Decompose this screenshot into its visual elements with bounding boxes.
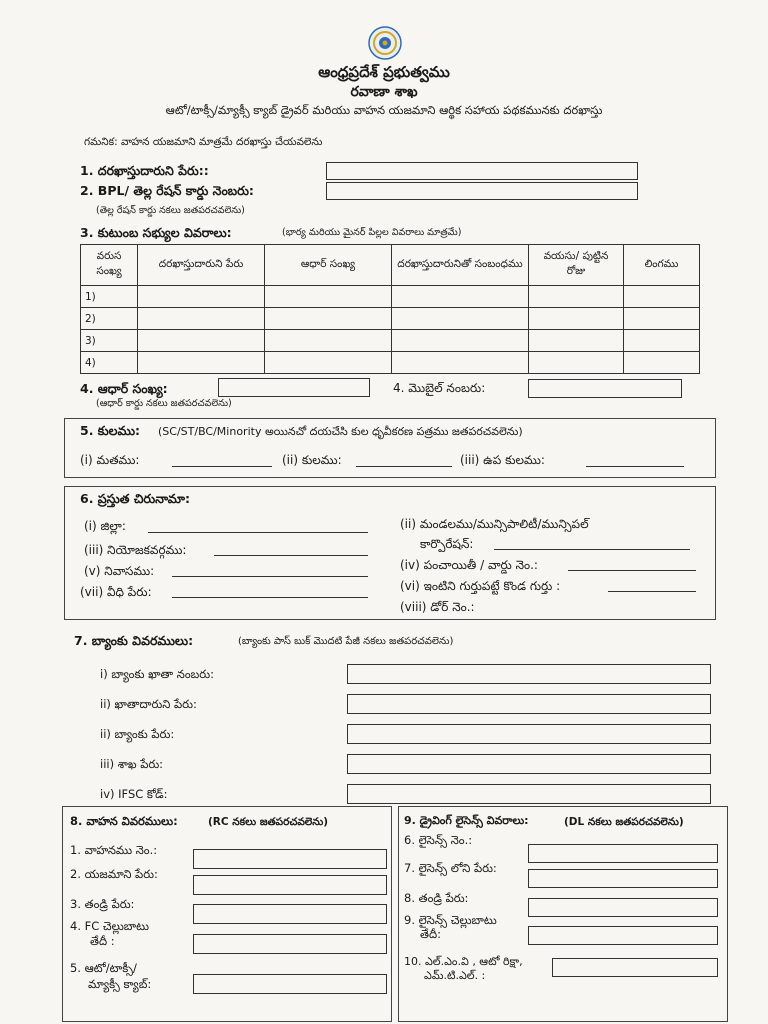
table-cell[interactable] (624, 330, 700, 352)
aadhaar-label: 4. ఆధార్ సంఖ్య: (80, 381, 168, 396)
col-age: వయసు/ పుట్టిన రోజు (529, 245, 624, 286)
license-validity-label: 9. లైసెన్స్ చెల్లుబాటు (404, 913, 497, 927)
table-cell[interactable] (624, 286, 700, 308)
ifsc-label: iv) IFSC కోడ్: (100, 787, 168, 801)
row-number: 1) (81, 286, 138, 308)
andhra-pradesh-emblem-icon (368, 26, 402, 60)
col-gender: లింగము (624, 245, 700, 286)
col-relation: దరఖాస్తుదారునితో సంబంధము (392, 245, 529, 286)
mobile-label: 4. మొబైల్ నంబరు: (393, 381, 486, 395)
table-cell[interactable] (265, 286, 392, 308)
fc-validity-label: 4. FC చెల్లుబాటు (70, 919, 149, 933)
row-number: 2) (81, 308, 138, 330)
vehicle-note: (RC నకలు జతపరచవలెను) (208, 816, 329, 828)
bank-label: 7. బ్యాంకు వివరములు: (74, 633, 194, 648)
vehicle-class-label: 10. ఎల్.ఎం.వి , ఆటో రిక్షా, (404, 955, 523, 968)
license-name-field[interactable] (528, 869, 718, 888)
bank-account-field[interactable] (347, 664, 711, 684)
bank-name-field[interactable] (347, 724, 711, 744)
form-title: ఆంధ్రప్రదేశ్ ప్రభుత్వము (318, 63, 450, 81)
bank-account-label: i) బ్యాంకు ఖాతా నంబరు: (100, 667, 214, 681)
address-label: 6. ప్రస్తుత చిరునామా: (80, 491, 191, 506)
license-note: (DL నకలు జతపరచవలెను) (564, 816, 684, 828)
corporation-field[interactable] (494, 549, 690, 550)
col-serial: వరుస సంఖ్య (81, 245, 138, 286)
caste-note: (SC/ST/BC/Minority అయినచో దయచేసి కుల ధృవీకరణ పత్రము జతపరచవలెను) (158, 425, 523, 438)
license-name-label: 7. లైసెన్స్ లోని పేరు: (404, 861, 497, 875)
bank-name-label: ii) బ్యాంకు పేరు: (100, 727, 175, 741)
table-cell[interactable] (529, 330, 624, 352)
license-father-label: 8. తండ్రి పేరు: (404, 891, 469, 905)
caste-field-label: (ii) కులము: (282, 453, 342, 467)
table-cell[interactable] (392, 330, 529, 352)
caste-label: 5. కులము: (80, 423, 141, 438)
religion-label: (i) మతము: (80, 453, 140, 467)
form-note: గమనిక: వాహన యజమాని మాత్రమే దరఖాస్తు చేయవలెను (84, 136, 323, 148)
family-table (80, 244, 700, 374)
table-cell[interactable] (265, 308, 392, 330)
table-cell[interactable] (392, 352, 529, 374)
district-field[interactable] (148, 532, 368, 533)
family-note: (భార్య మరియు మైనర్ పిల్లల వివరాలు మాత్రమే) (282, 227, 462, 238)
vehicle-type-label-2: మ్యాక్సీ క్యాబ్: (88, 977, 152, 991)
branch-label: iii) శాఖ పేరు: (100, 757, 164, 771)
vehicle-father-label: 3. తండ్రి పేరు: (70, 897, 135, 911)
constituency-label: (iii) నియోజకవర్గము: (84, 543, 187, 557)
vehicle-number-field[interactable] (193, 849, 387, 869)
panchayat-field[interactable] (568, 570, 696, 571)
table-cell[interactable] (138, 308, 265, 330)
ration-card-field[interactable] (326, 182, 638, 200)
row-number: 3) (81, 330, 138, 352)
applicant-name-field[interactable] (326, 162, 638, 180)
subcaste-field[interactable] (586, 466, 684, 467)
ration-card-label: 2. BPL/ తెల్ల రేషన్ కార్డు నెంబరు: (80, 183, 254, 198)
vehicle-class-label-2: ఎమ్.టి.ఎల్. : (424, 969, 486, 982)
table-row (81, 330, 700, 352)
family-label: 3. కుటుంబ సభ్యుల వివరాలు: (80, 225, 232, 240)
corporation-label: కార్పొరేషన్: (420, 537, 474, 551)
street-field[interactable] (172, 597, 368, 598)
table-cell[interactable] (529, 352, 624, 374)
ration-card-note: (తెల్ల రేషన్ కార్డు నకలు జతపరచవలెను) (96, 205, 245, 216)
license-number-field[interactable] (528, 844, 718, 863)
table-cell[interactable] (624, 308, 700, 330)
branch-field[interactable] (347, 754, 711, 774)
table-cell[interactable] (265, 330, 392, 352)
door-label: (viii) డోర్ నెం.: (400, 600, 475, 614)
table-cell[interactable] (624, 352, 700, 374)
license-label: 9. డ్రైవింగ్ లైసెన్స్ వివరాలు: (404, 814, 529, 827)
vehicle-type-label: 5. ఆటో/టాక్సీ/ (70, 961, 137, 975)
residence-label: (v) నివాసము: (84, 564, 155, 578)
constituency-field[interactable] (214, 555, 368, 556)
aadhaar-note: (ఆధార్ కార్డు నకలు జతపరచవలెను) (96, 398, 232, 409)
table-cell[interactable] (529, 286, 624, 308)
license-father-field[interactable] (528, 898, 718, 917)
license-date-label: తేదీ: (420, 927, 441, 941)
fc-date-label: తేదీ : (90, 934, 115, 948)
license-validity-field[interactable] (528, 926, 718, 945)
religion-field[interactable] (172, 466, 272, 467)
vehicle-class-field[interactable] (552, 958, 718, 977)
form-subtitle: ఆటో/టాక్సీ/మ్యాక్సీ క్యాబ్ డ్రైవర్ మరియు వాహన యజమాని ఆర్థిక సహాయ పథకమునకు దరఖాస్తు (165, 103, 603, 117)
landmark-label: (vi) ఇంటిని గుర్తుపట్టే కొండ గుర్తు : (400, 579, 561, 593)
table-cell[interactable] (392, 286, 529, 308)
bank-note: (బ్యాంకు పాస్ బుక్ మొదటి పేజీ నకలు జతపరచవలెను) (238, 636, 454, 647)
table-cell[interactable] (138, 286, 265, 308)
table-row (81, 286, 700, 308)
table-row (81, 352, 700, 374)
ifsc-field[interactable] (347, 784, 711, 804)
residence-field[interactable] (172, 576, 368, 577)
department-name: రవాణా శాఖ (350, 84, 418, 100)
vehicle-number-label: 1. వాహనము నెం.: (70, 843, 158, 857)
account-holder-field[interactable] (347, 694, 711, 714)
vehicle-father-field[interactable] (193, 904, 387, 924)
table-cell[interactable] (138, 352, 265, 374)
col-name: దరఖాస్తుదారుని పేరు (138, 245, 265, 286)
license-number-label: 6. లైసెన్స్ నెం.: (404, 833, 473, 847)
subcaste-label: (iii) ఉప కులము: (460, 453, 545, 467)
vehicle-label: 8. వాహన వివరములు: (70, 814, 178, 828)
vehicle-type-field[interactable] (193, 974, 387, 994)
street-label: (vii) వీధి పేరు: (80, 585, 152, 599)
landmark-field[interactable] (608, 591, 696, 592)
applicant-name-label: 1. దరఖాస్తుదారుని పేరు:: (80, 163, 209, 178)
table-cell[interactable] (529, 308, 624, 330)
table-cell[interactable] (138, 330, 265, 352)
row-number: 4) (81, 352, 138, 374)
panchayat-label: (iv) పంచాయితీ / వార్డు నెం.: (400, 558, 538, 572)
mandal-label: (ii) మండలము/మున్సిపాలిటీ/మున్సిపల్ (400, 517, 589, 531)
col-aadhaar: ఆధార్ సంఖ్య (265, 245, 392, 286)
table-cell[interactable] (265, 352, 392, 374)
fc-validity-field[interactable] (193, 934, 387, 954)
aadhaar-field[interactable] (218, 378, 370, 397)
owner-name-field[interactable] (193, 875, 387, 895)
mobile-field[interactable] (528, 379, 682, 398)
caste-field[interactable] (356, 466, 452, 467)
district-label: (i) జిల్లా: (84, 519, 126, 533)
table-cell[interactable] (392, 308, 529, 330)
owner-name-label: 2. యజమాని పేరు: (70, 867, 158, 881)
account-holder-label: ii) ఖాతాదారుని పేరు: (100, 697, 197, 711)
table-row (81, 308, 700, 330)
